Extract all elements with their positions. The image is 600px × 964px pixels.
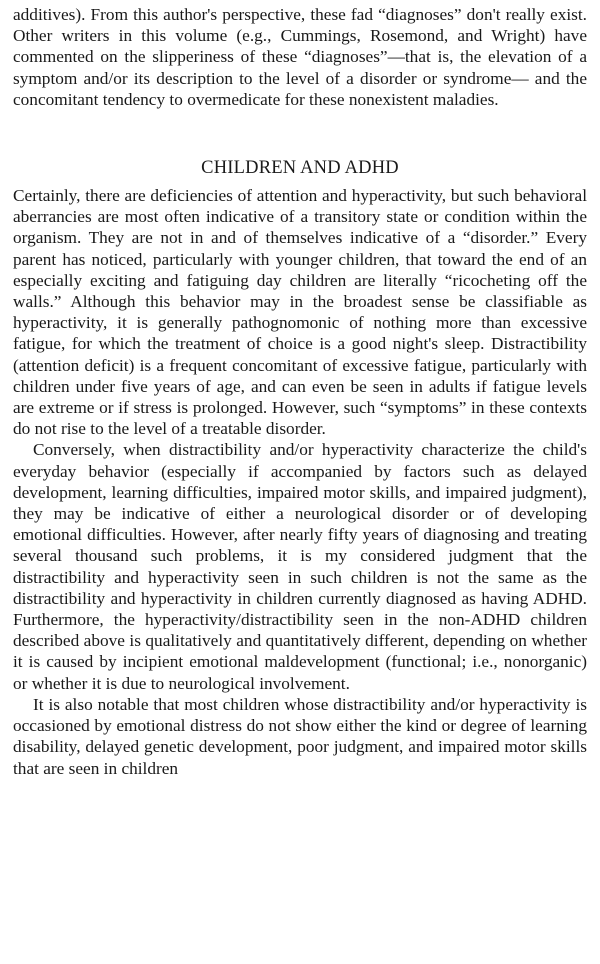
intro-paragraph: additives). From this author's perspective, these fad “diagnoses” don't really exist. Other writers in this volume (e.g., Cummings, Rosemond, and Wright) have commented on the slipperiness of these “diagnoses”—that is, the elevation of a symptom and/or its description to the level of a disorder or syndrome— and the concomitant tendency to overmedicate for these nonexistent maladies.	[13, 5, 587, 109]
document-page	[13, 4, 587, 779]
body-paragraph-2: Conversely, when distractibility and/or hyperactivity characterize the child's everyday behavior (especially if accompanied by factors such as delayed development, learning difficulties, impaired motor skills, and impaired judgment), they may be indicative of either a neurological disorder or of developing emotional difficulties. However, after nearly fifty years of diagnosing and treating several thousand such problems, it is my considered judgment that the distractibility and hyperactivity seen in such children is not the same as the distractibility and hyperactivity in children currently diagnosed as having ADHD. Furthermore, the hyperactivity/distractibility seen in the non-ADHD children described above is qualitatively and quantitatively different, depending on whether it is caused by incipient emotional maldevelopment (functional; i.e., nonorganic) or whether it is due to neurological involvement.	[13, 440, 587, 693]
body-paragraph-3: It is also notable that most children whose distractibility and/or hyperactivity is occasioned by emotional distress do not show either the kind or degree of learning disability, delayed genetic development, poor judgment, and impaired motor skills that are seen in children	[13, 694, 587, 778]
section-heading: CHILDREN AND ADHD	[201, 158, 399, 179]
body-paragraph-1: Certainly, there are deficiencies of attention and hyperactivity, but such behavioral aberrancies are most often indicative of a transitory state or condition within the organism. They are not in and of themselves indicative of a “disorder.” Every parent has noticed, particularly with younger children, that toward the end of an especially exciting and fatiguing day children are literally “ricocheting off the walls.” Although this behavior may in the broadest sense be classifiable as hyperactivity, it is generally pathognomonic of nothing more than excessive fatigue, for which the treatment of choice is a good night's sleep. Distractibility (attention deficit) is a frequent concomitant of excessive fatigue, particularly with children under five years of age, and can even be seen in adults if fatigue levels are extreme or if stress is prolonged. However, such “symptoms” in these contexts do not rise to the level of a treatable disorder.	[13, 186, 587, 439]
